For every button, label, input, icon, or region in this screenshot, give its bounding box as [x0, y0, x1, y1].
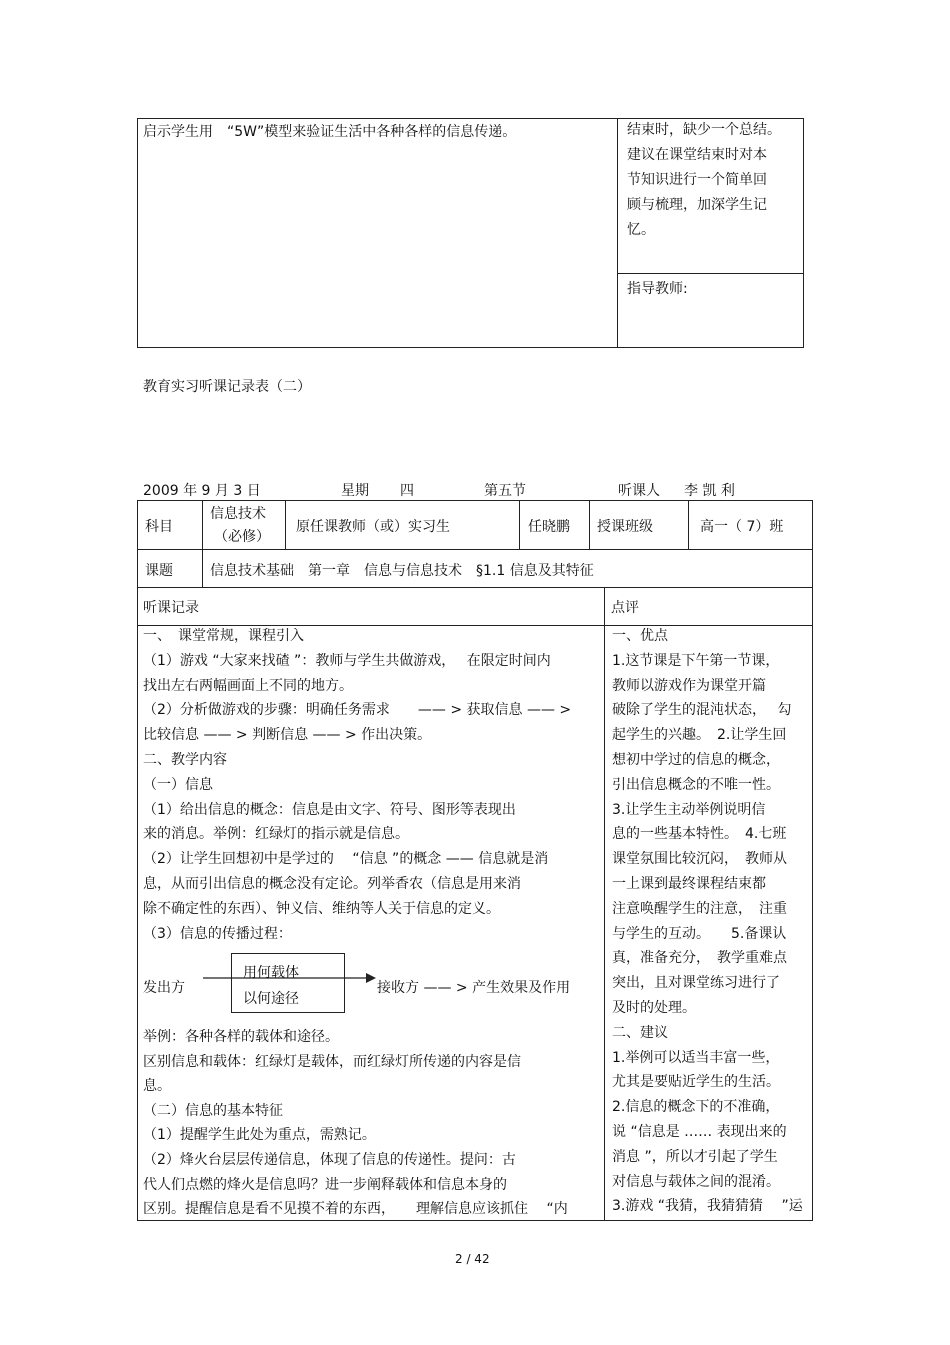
top-left-text: 启示学生用 “5W”模型来验证生活中各种各样的信息传递。 [143, 124, 517, 140]
record-line: 来的消息。举例：红绿灯的指示就是信息。 [143, 826, 409, 843]
record-line: 一、 课堂常规，课程引入 [143, 628, 304, 644]
comment-column-header: 点评 [611, 600, 639, 616]
record-line: 息，从而引出信息的概念没有定论。列举香农（信息是用来消 [143, 876, 521, 892]
record-line: （1）给出信息的概念：信息是由文字、符号、图形等表现出 [143, 801, 516, 818]
subject-label: 科目 [145, 519, 173, 535]
comment-line: 息的一些基本特性。 4.七班 [612, 826, 787, 843]
record-line: 区别信息和载体：红绿灯是载体，而红绿灯所传递的内容是信 [143, 1053, 521, 1070]
record-line: （2）分析做游戏的步骤：明确任务需求 —— > 获取信息 —— > [143, 702, 572, 719]
comment-line: 想初中学过的信息的概念， [612, 752, 780, 768]
topic-value: 信息技术基础 第一章 信息与信息技术 §1.1 信息及其特征 [210, 563, 594, 579]
weekday-value: 四 [400, 483, 414, 499]
record-line: （1）游戏 “大家来找碴 ”：教师与学生共做游戏， 在限定时间内 [143, 652, 551, 669]
listener-name: 李 凯 利 [684, 483, 735, 499]
subject-line1: 信息技术 [210, 506, 266, 522]
record-line: （一）信息 [143, 776, 213, 793]
record-column-header: 听课记录 [143, 600, 199, 616]
record-line: （1）提醒学生此处为重点，需熟记。 [143, 1127, 376, 1144]
comment-line: 1.这节课是下午第一节课， [612, 652, 780, 669]
top-comment-line: 结束时，缺少一个总结。 [627, 122, 781, 138]
diagram-sender: 发出方 [143, 980, 185, 996]
weekday-label: 星期 [341, 483, 369, 499]
comment-line: 突出，且对课堂练习进行了 [612, 975, 780, 992]
record-line: （二）信息的基本特征 [143, 1102, 283, 1119]
subject-line2: （必修） [214, 529, 270, 545]
comment-line: 尤其是要贴近学生的生活。 [612, 1074, 780, 1091]
top-comment-line: 节知识进行一个简单回 [627, 172, 767, 188]
record-line: （3）信息的传播过程： [143, 925, 292, 942]
section-title: 教育实习听课记录表（二） [143, 379, 311, 395]
teacher-label: 原任课教师（或）实习生 [296, 519, 450, 535]
record-line: 二、教学内容 [143, 752, 227, 768]
comment-line: 3.让学生主动举例说明信 [612, 801, 766, 818]
record-line: 息。 [143, 1078, 171, 1095]
diagram-box-line1: 用何载体 [243, 965, 299, 981]
class-value: 高一（ 7）班 [700, 519, 784, 535]
comment-line: 对信息与载体之间的混淆。 [612, 1173, 780, 1190]
comment-line: 二、建议 [612, 1024, 668, 1041]
record-line: 找出左右两幅画面上不同的地方。 [143, 677, 353, 694]
record-line: 比较信息 —— > 判断信息 —— > 作出决策。 [143, 727, 432, 744]
comment-line: 破除了学生的混沌状态， 勾 [612, 702, 792, 719]
class-label: 授课班级 [597, 519, 653, 535]
record-line: （2）烽火台层层传递信息，体现了信息的传递性。提问：古 [143, 1152, 516, 1168]
period: 第五节 [484, 483, 526, 499]
top-comment-line: 顾与梳理，加深学生记 [627, 197, 767, 213]
record-line: 区别。提醒信息是看不见摸不着的东西， 理解信息应该抓住 “内 [143, 1201, 568, 1218]
comment-line: 3.游戏 “我猜，我猜猜猜 ”运 [612, 1198, 803, 1215]
comment-line: 注意唤醒学生的注意， 注重 [612, 900, 787, 917]
record-line: （2）让学生回想初中是学过的 “信息 ”的概念 —— 信息就是消 [143, 851, 549, 868]
record-line: 举例：各种各样的载体和途径。 [143, 1029, 339, 1045]
diagram-receiver: 接收方 —— > 产生效果及作用 [377, 980, 571, 996]
listener-label: 听课人 [618, 483, 660, 499]
diagram-box-line2: 以何途径 [243, 991, 299, 1007]
comment-line: 教师以游戏作为课堂开篇 [612, 677, 766, 694]
comment-line: 2.信息的概念下的不准确， [612, 1099, 780, 1116]
page-number: 2 / 42 [455, 1252, 490, 1266]
comment-line: 起学生的兴趣。 2.让学生回 [612, 727, 787, 744]
record-line: 除不确定性的东西）、钟义信、维纳等人关于信息的定义。 [143, 900, 500, 917]
comment-line: 消息 ”，所以才引起了学生 [612, 1148, 778, 1165]
mentor-label: 指导教师: [627, 281, 688, 297]
comment-line: 真，准备充分， 教学重难点 [612, 950, 787, 967]
comment-line: 1.举例可以适当丰富一些， [612, 1049, 780, 1066]
teacher-name: 任晓鹏 [528, 519, 570, 535]
comment-line: 与学生的互动。 5.备课认 [612, 925, 787, 942]
top-comment-line: 建议在课堂结束时对本 [627, 147, 767, 163]
top-comment-line: 忆。 [627, 222, 655, 238]
topic-label: 课题 [145, 563, 173, 579]
comment-line: 课堂氛围比较沉闷， 教师从 [612, 851, 787, 868]
comment-line: 一上课到最终课程结束都 [612, 876, 766, 892]
record-date: 2009 年 9 月 3 日 [143, 483, 261, 499]
diagram-arrow [200, 970, 380, 986]
top-table-hline [617, 273, 804, 274]
comment-line: 说 “信息是 …… 表现出来的 [612, 1124, 787, 1140]
top-table-divider [617, 118, 618, 348]
comment-line: 引出信息概念的不唯一性。 [612, 776, 780, 793]
comment-line: 及时的处理。 [612, 1000, 696, 1016]
comment-line: 一、优点 [612, 628, 668, 644]
record-line: 代人们点燃的烽火是信息吗？进一步阐释载体和信息本身的 [143, 1176, 507, 1193]
